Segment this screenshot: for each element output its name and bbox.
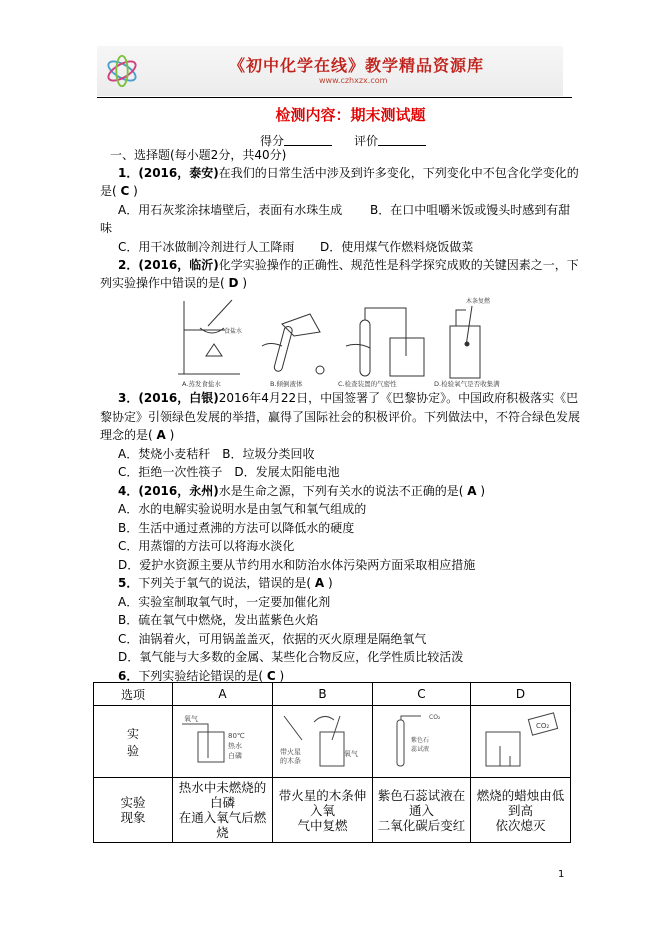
table-row-experiment [94, 706, 571, 778]
header-d: D [471, 683, 571, 706]
q5-option-c: C．油锅着火，可用锅盖盖灭，依据的灭火原理是隔绝氧气 [118, 632, 427, 646]
q1-answer: 是( C ) [100, 184, 138, 198]
svg-text:CO₂: CO₂ [535, 722, 549, 730]
header-option: 选项 [94, 683, 173, 706]
q1-option-a: A．用石灰浆涂抹墙壁后，表面有水珠生成 [118, 203, 343, 217]
pouring-liquid [262, 314, 324, 374]
section-heading: 一、选择题(每小题2分，共40分) [110, 148, 287, 162]
q3-options-ab: A．焚烧小麦秸秆 B．垃圾分类回收 [118, 447, 315, 461]
score-label: 得分 [260, 134, 285, 148]
svg-text:食盐水: 食盐水 [224, 328, 243, 335]
table-row-phenomenon [94, 778, 571, 843]
q6-stem: 6．下列实验结论错误的是( C ) [118, 669, 285, 683]
svg-text:CO₂: CO₂ [428, 714, 440, 721]
q3-stem-cont: 黎协定》引领绿色发展的举措，赢得了国际社会的积极评价。下列做法中，不符合绿色发展 [100, 410, 581, 424]
q6-table [93, 682, 571, 843]
q4-option-a: A．水的电解实验说明水是由氢气和氧气组成的 [118, 502, 367, 516]
cell-d: 燃烧的蜡烛由低 到高 依次熄灭 [471, 778, 571, 843]
svg-text:木条复燃: 木条复燃 [466, 298, 491, 305]
fig-label-a: A.蒸发食盐水 [182, 380, 221, 388]
score-blank [284, 145, 332, 146]
cell-a: 热水中未燃烧的 白磷 在通入氧气后燃 烧 [173, 778, 273, 843]
page-number: 1 [558, 869, 565, 880]
q4-option-c: C．用蒸馏的方法可以将海水淡化 [118, 539, 295, 553]
row-label-experiment: 实 验 [94, 706, 173, 778]
row-label-phenomenon: 实验 现象 [94, 778, 173, 843]
eval-label: 评价 [354, 134, 379, 148]
q5-stem: 5．下列关于氧气的说法，错误的是( A ) [118, 576, 333, 590]
svg-text:的木条: 的木条 [279, 757, 301, 765]
header-c: C [373, 683, 471, 706]
q1-stem: 1．(2016，泰安)在我们的日常生活中涉及到许多变化，下列变化中不包含化学变化的 [118, 166, 579, 180]
svg-text:蕊试液: 蕊试液 [410, 746, 429, 753]
cell-b: 带火星的木条伸 入氧 气中复燃 [273, 778, 373, 843]
q1-option-c: C．用干冰做制冷剂进行人工降雨 [118, 240, 295, 254]
svg-text:白磷: 白磷 [227, 752, 242, 760]
svg-text:带火星: 带火星 [279, 748, 301, 756]
figure-a [173, 706, 273, 778]
svg-text:氧气: 氧气 [343, 750, 358, 758]
q4-option-d: D．爱护水资源主要从节约用水和防治水体污染两方面采取相应措施 [118, 558, 476, 572]
svg-text:紫色石: 紫色石 [410, 737, 429, 744]
figure-c [373, 706, 471, 778]
q4-stem: 4．(2016，永州)水是生命之源，下列有关水的说法不正确的是( A ) [118, 484, 486, 498]
header-a: A [173, 683, 273, 706]
evaporation-apparatus [178, 300, 242, 374]
q2-stem: 2．(2016，临沂)化学实验操作的正确性、规范性是科学探究成败的关键因素之一，下 [118, 258, 579, 272]
banner-url: www.czhxzx.com [319, 76, 388, 85]
svg-text:80℃: 80℃ [227, 732, 245, 740]
q2-answer: 列实验操作中错误的是( D ) [100, 276, 247, 290]
page-title: 检测内容：期末测试题 [275, 106, 426, 124]
q3-answer: 理念的是( A ) [100, 428, 175, 442]
q5-option-d: D．氧气能与大多数的金属、某些化合物反应，化学性质比较活泼 [118, 650, 464, 664]
q3-options-cd: C．拒绝一次性筷子 D．发展太阳能电池 [118, 465, 340, 479]
svg-text:氧气: 氧气 [183, 715, 198, 723]
q5-option-b: B．硫在氧气中燃烧，发出蓝紫色火焰 [118, 613, 319, 627]
airtightness-check [346, 308, 424, 376]
score-line [260, 132, 448, 149]
figure-d [471, 706, 571, 778]
eval-blank [378, 145, 426, 146]
header-b: B [273, 683, 373, 706]
svg-text:热水: 热水 [227, 742, 242, 750]
q1-option-b-cont: 味 [100, 221, 113, 235]
divider [97, 97, 572, 98]
q3-stem: 3．(2016，白银)2016年4月22日，中国签署了《巴黎协定》。中国政府积极落实《巴 [118, 391, 579, 405]
banner-title: 《初中化学在线》教学精品资源库 [229, 56, 485, 75]
fig-label-b: B.倾倒液体 [270, 380, 303, 388]
logo-icon [103, 52, 141, 90]
fig-label-d: D.检验氧气是否收集满 [434, 380, 500, 388]
q4-option-b: B．生活中通过煮沸的方法可以降低水的硬度 [118, 521, 355, 535]
cell-c: 紫色石蕊试液在 通入 二氧化碳后变红 [373, 778, 471, 843]
oxygen-collection [450, 297, 491, 378]
q1-option-b: B．在口中咀嚼米饭或馒头时感到有甜 [370, 203, 571, 217]
fig-label-c: C.检查装置的气密性 [338, 380, 397, 388]
q2-figure [170, 296, 510, 388]
q5-option-a: A．实验室制取氧气时，一定要加催化剂 [118, 595, 331, 609]
q1-option-d: D．使用煤气作燃料烧饭做菜 [320, 240, 474, 254]
header-banner [97, 46, 563, 96]
table-header-row [94, 683, 571, 706]
figure-b [273, 706, 373, 778]
